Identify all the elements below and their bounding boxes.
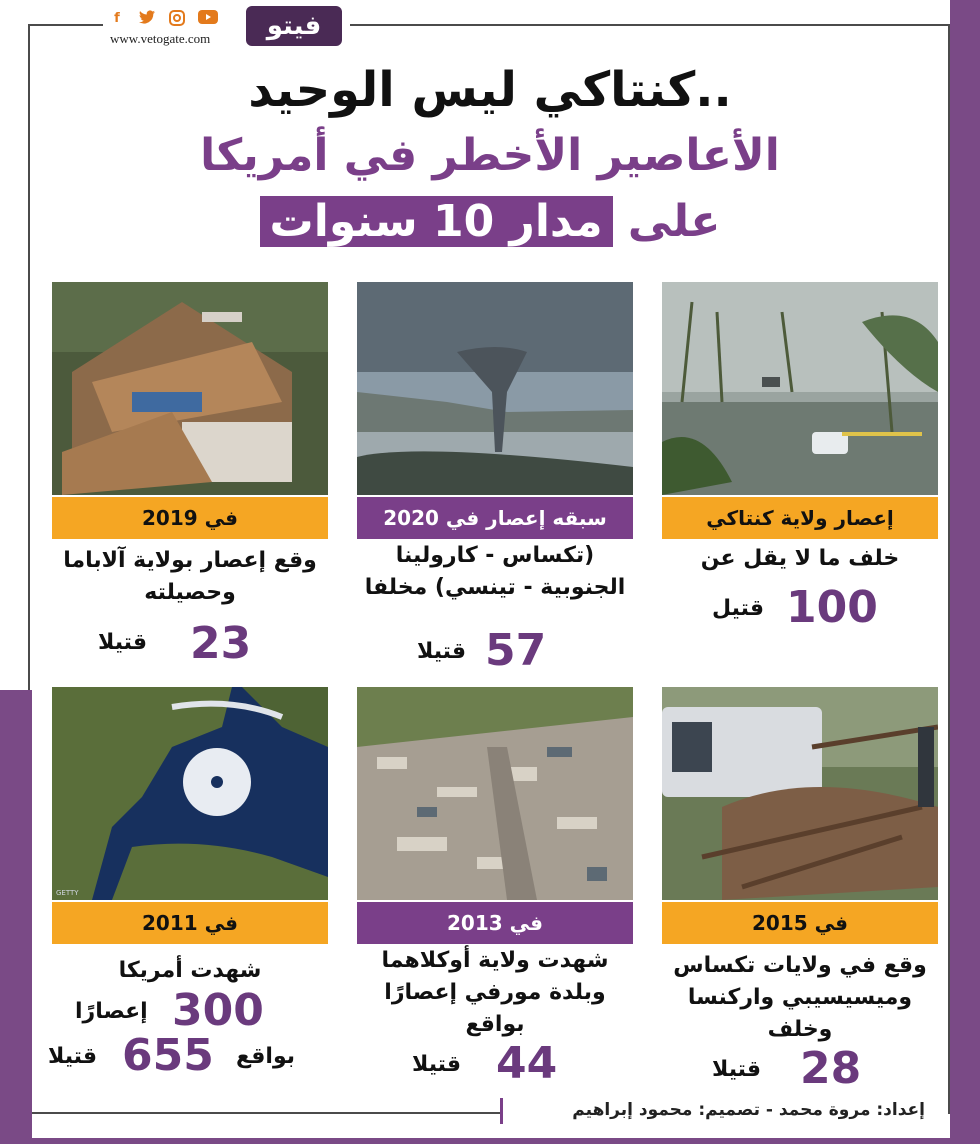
card-label-2013: في 2013: [357, 902, 633, 944]
card-unit-kentucky: قتيل: [712, 596, 765, 621]
card-desc-2013: شهدت ولاية أوكلاهما وبلدة مورفي إعصارًا بواقع: [381, 948, 609, 1037]
facebook-icon[interactable]: f: [114, 11, 120, 26]
headline-line-2: الأعاصير الأخطر في أمريكا: [200, 130, 780, 181]
card-desc-2019: وقع إعصار بولاية آلاباما وحصيلته: [63, 548, 317, 605]
card-desc-2020: (تكساس - كارولينا الجنوبية - تينسي) مخلفا: [364, 543, 626, 600]
card-unit-2020: قتيلا: [417, 639, 467, 664]
card-label-2011: في 2011: [52, 902, 328, 944]
getty-watermark: GETTY: [56, 889, 79, 897]
frame-right-line: [948, 24, 950, 1114]
card-unit-2015: قتيلا: [712, 1057, 762, 1082]
card-number-2011: 300: [172, 985, 264, 1036]
card-desc-2015: وقع في ولايات تكساس وميسيسيبي واركنسا وخلف: [673, 953, 927, 1042]
instagram-icon[interactable]: [168, 10, 186, 28]
card-label-2019: في 2019: [52, 497, 328, 539]
card-sub-number-2011: 655: [122, 1030, 214, 1081]
website-url[interactable]: www.vetogate.com: [110, 31, 211, 46]
bottom-accent-bar: [0, 1138, 980, 1144]
headline-line-3-highlight: مدار 10 سنوات: [260, 196, 613, 247]
frame-left-line: [28, 24, 30, 690]
youtube-icon[interactable]: [198, 10, 216, 28]
card-number-2020: 57: [485, 625, 547, 676]
overturned-vehicle-photo: [662, 687, 938, 900]
card-unit-2011: إعصارًا: [75, 999, 148, 1024]
card-number-2015: 28: [800, 1043, 862, 1094]
frame-bottom-line: [32, 1112, 500, 1114]
left-accent-bar: [0, 690, 32, 1144]
card-label-2015: في 2015: [662, 902, 938, 944]
card-number-2019: 23: [190, 618, 252, 669]
social-icons: [108, 10, 216, 28]
card-sub-prefix-2011: بواقع: [236, 1044, 296, 1069]
frame-top-left-line: [28, 24, 103, 26]
credit-line: إعداد: مروة محمد - تصميم: محمود إبراهيم: [572, 1100, 925, 1120]
storm-palm-trees-photo: [662, 282, 938, 495]
headline-line-1: كنتاكي ليس الوحيد..: [248, 62, 732, 118]
tornado-photo: [357, 282, 633, 495]
card-number-kentucky: 100: [786, 582, 878, 633]
card-label-2020: سبقه إعصار في 2020: [357, 497, 633, 539]
vetogate-logo[interactable]: فيتو: [246, 6, 342, 46]
card-unit-2013: قتيلا: [412, 1052, 462, 1077]
card-number-2013: 44: [496, 1038, 558, 1089]
destroyed-house-photo: [52, 282, 328, 495]
card-label-kentucky: إعصار ولاية كنتاكي: [662, 497, 938, 539]
frame-top-right-line: [350, 24, 950, 26]
twitter-icon[interactable]: [138, 10, 156, 28]
hurricane-satellite-photo: [52, 687, 328, 900]
debris-field-photo: [357, 687, 633, 900]
credit-accent: [500, 1098, 503, 1124]
card-unit-2019: قتيلا: [98, 630, 148, 655]
card-sub-unit-2011: قتيلا: [48, 1044, 98, 1069]
headline-line-3-plain: على: [627, 196, 721, 247]
headline-line-3: [0, 196, 980, 247]
card-desc-2011: شهدت أمريكا: [118, 958, 262, 983]
card-desc-kentucky: خلف ما لا يقل عن: [700, 546, 900, 571]
